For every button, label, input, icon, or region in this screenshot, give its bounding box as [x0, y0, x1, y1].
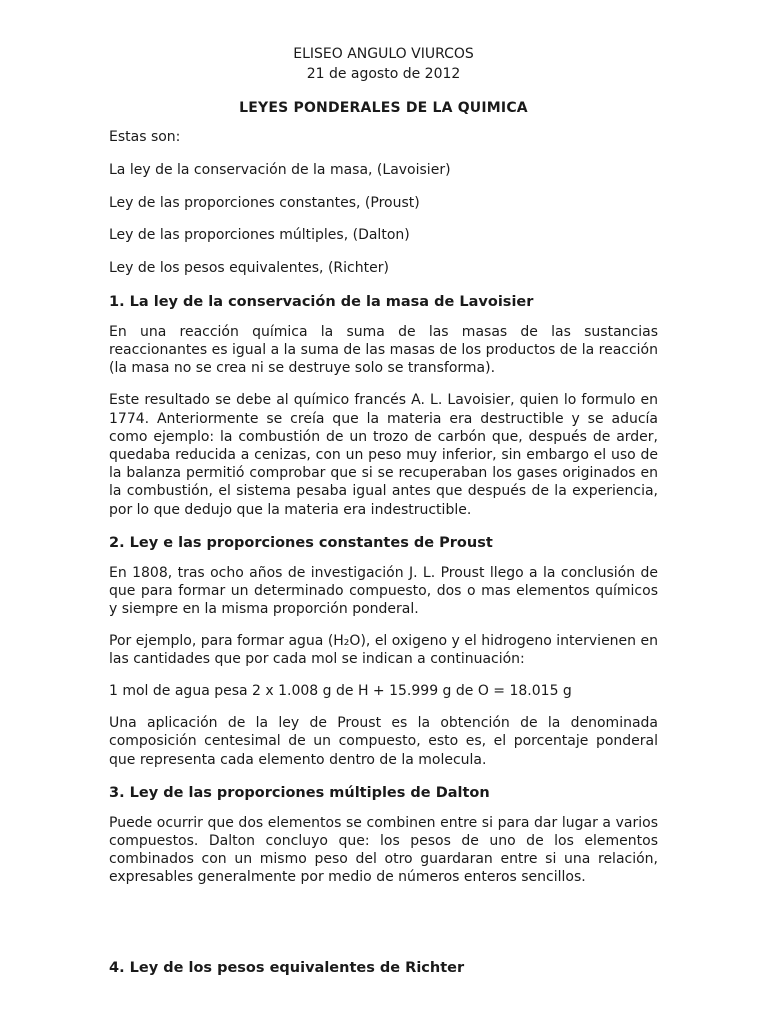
section-paragraph: Una aplicación de la ley de Proust es la obtención de la denominada composición centesimal de un compuesto, esto es, el porcentaje ponderal que representa cada elemento dentro de la molecula.	[109, 715, 658, 768]
section-paragraph: Por ejemplo, para formar agua (H₂O), el oxigeno y el hidrogeno intervienen en las cantidades que por cada mol se indican a continuación:	[109, 633, 658, 668]
law-item: La ley de la conservación de la masa, (Lavoisier)	[109, 161, 451, 178]
law-item: Ley de las proporciones constantes, (Proust)	[109, 194, 420, 211]
section-heading: 1. La ley de la conservación de la masa de Lavoisier	[109, 293, 534, 310]
section-paragraph: Este resultado se debe al químico francés A. L. Lavoisier, quien lo formulo en 1774. Anteriormente se creía que la materia era destructible y se aducía como ejemplo: la combustión de un trozo de carbón que, después de arder, quedaba reducida a cenizas, con un peso muy inferior, sin embargo el uso de la balanza permitió comprobar que si se recuperaban los gases originados en la combustión, el sistema pesaba igual antes que después de la experiencia, por lo que dedujo que la materia era indestructible.	[109, 392, 658, 518]
intro-lead: Estas son:	[109, 129, 181, 145]
document-title: LEYES PONDERALES DE LA QUIMICA	[239, 100, 528, 116]
section-heading: 2. Ley e las proporciones constantes de Proust	[109, 534, 493, 551]
law-item: Ley de los pesos equivalentes, (Richter)	[109, 260, 389, 277]
section-paragraph: En una reacción química la suma de las masas de las sustancias reaccionantes es igual a la suma de las masas de los productos de la reacción (la masa no se crea ni se destruye solo se transforma).	[109, 323, 658, 377]
blank-space	[109, 900, 658, 958]
equation-line: 1 mol de agua pesa 2 x 1.008 g de H + 15.999 g de O = 18.015 g	[109, 683, 572, 700]
section-heading: 3. Ley de las proporciones múltiples de Dalton	[109, 784, 490, 801]
document-date: 21 de agosto de 2012	[306, 66, 461, 82]
author-name: ELISEO ANGULO VIURCOS	[293, 46, 474, 62]
section-paragraph: En 1808, tras ocho años de investigación J. L. Proust llego a la conclusión de que para formar un determinado compuesto, dos o mas elementos químicos y siempre en la misma proporción ponderal.	[109, 564, 658, 618]
law-item: Ley de las proporciones múltiples, (Dalton)	[109, 227, 410, 244]
section-heading: 4. Ley de los pesos equivalentes de Richter	[109, 960, 465, 977]
section-paragraph: Puede ocurrir que dos elementos se combinen entre si para dar lugar a varios compuestos. Dalton concluyo que: los pesos de uno de los elementos combinados con un mismo peso del otro guardaran entre si una relación, expresables generalmente por medio de números enteros sencillos.	[109, 814, 658, 886]
